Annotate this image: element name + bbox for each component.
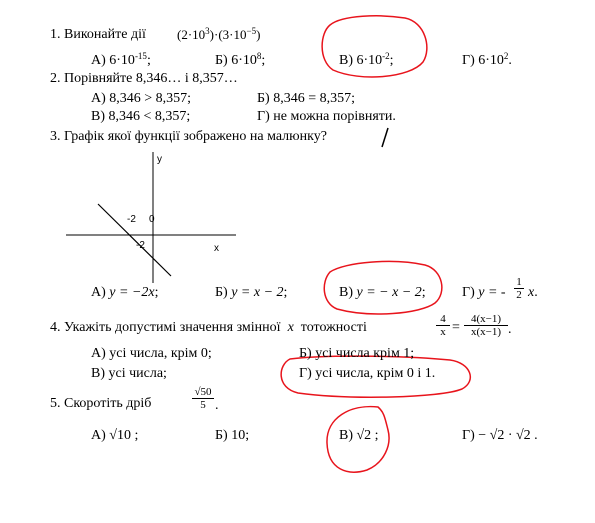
q4-end: .	[508, 322, 512, 337]
q4-option-b: Б) усі числа крім 1;	[299, 346, 415, 361]
q1-expression: $(2\cdot 10^3)\cdot(3\cdot 10^{-5})$	[177, 26, 261, 42]
q1-option-b: Б) $6\cdot 10^8$;	[215, 51, 266, 68]
q3-label: 3. Графік якої функції зображено на малюнку?	[50, 129, 327, 144]
q3-option-a: А) y = −2x;	[91, 285, 159, 300]
q4-lhs-fraction: $\frac{4}{x}$	[436, 313, 450, 338]
q2-option-a: А) 8,346 > 8,357;	[91, 91, 192, 106]
q3-option-c: В) y = − x − 2;	[339, 285, 426, 300]
q3-option-d-tail: x.	[528, 285, 538, 300]
q2-option-d: Г) не можна порівняти.	[257, 109, 396, 124]
graph-origin-label: 0	[149, 214, 155, 225]
q5-option-d: Г) − √2 · √2 .	[462, 428, 538, 443]
q2-option-c: В) 8,346 < 8,357;	[91, 109, 191, 124]
graph-neg-y-tick: -2	[136, 240, 145, 251]
q5-label: 5. Скоротіть дріб	[50, 396, 152, 411]
q2-option-b: Б) 8,346 = 8,357;	[257, 91, 355, 106]
q5-option-c: В) √2 ;	[339, 428, 379, 443]
q1-option-c: В) $6\cdot 10^{-2}$;	[339, 51, 394, 68]
q5-option-b: Б) 10;	[215, 428, 250, 443]
q5-option-a: А) √10 ;	[91, 428, 139, 443]
pen-mark	[382, 128, 388, 147]
graph-x-label: x	[214, 243, 219, 254]
graph-y-label: y	[157, 154, 162, 165]
q1-option-d: Г) $6\cdot 10^2$.	[462, 51, 512, 68]
q2-label: 2. Порівняйте 8,346… і 8,357…	[50, 71, 238, 86]
q5-end: .	[215, 398, 219, 413]
q1-answer-circle	[322, 16, 427, 77]
q3-option-d-fraction: $\frac{1}{2}$	[514, 276, 524, 301]
graph-neg-x-tick: -2	[127, 214, 136, 225]
q1-label: 1. Виконайте дії	[50, 27, 146, 42]
q3-option-b: Б) y = x − 2;	[215, 285, 288, 300]
q1-option-a: А) $6\cdot 10^{-15}$;	[91, 51, 151, 68]
q5-fraction: $\frac{√50}{5}$	[192, 386, 214, 411]
q4-option-a: А) усі числа, крім 0;	[91, 346, 212, 361]
q4-label: 4. Укажіть допустимі значення змінної x тотожності	[50, 320, 367, 335]
q4-equals: =	[452, 320, 460, 335]
q4-option-d: Г) усі числа, крім 0 і 1.	[299, 366, 436, 381]
q4-option-c: В) усі числа;	[91, 366, 167, 381]
q3-option-d: Г) y = -	[462, 285, 506, 300]
q4-rhs-fraction: $\frac{4(x-1)}{x(x-1)}$	[464, 313, 508, 338]
